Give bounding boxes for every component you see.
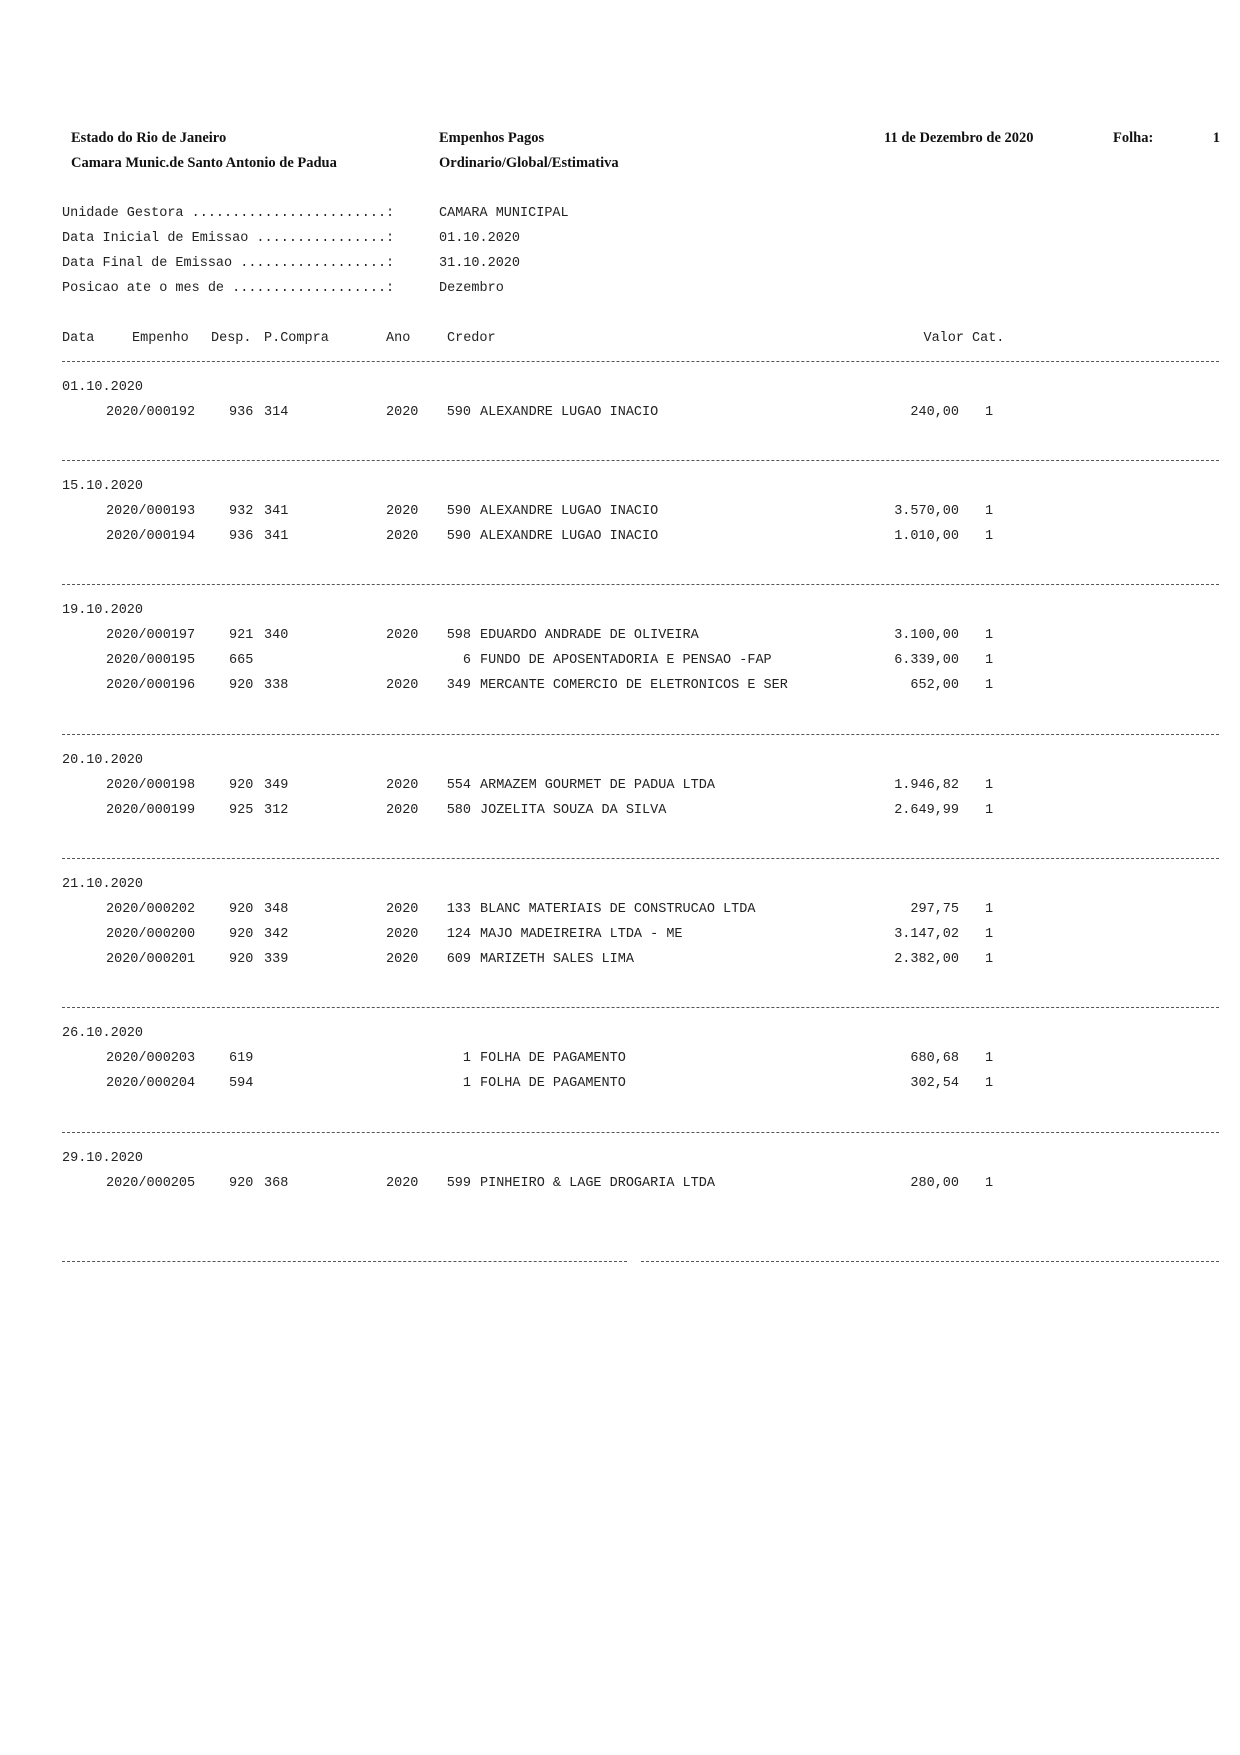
param-label: Data Inicial de Emissao ................:: [62, 231, 395, 246]
col-credor: Credor: [447, 331, 496, 346]
row-valor: 6.339,00: [894, 653, 959, 668]
row-cat: 1: [985, 628, 994, 643]
group-date: 15.10.2020: [62, 479, 144, 494]
row-pcompra: 338: [264, 678, 289, 693]
group-separator: [62, 858, 1219, 859]
row-desp: 932: [229, 504, 254, 519]
row-ano: 2020: [386, 952, 419, 967]
row-credor-name: FOLHA DE PAGAMENTO: [480, 1051, 626, 1066]
row-valor: 3.100,00: [894, 628, 959, 643]
group-date: 26.10.2020: [62, 1026, 144, 1041]
row-valor: 280,00: [910, 1176, 959, 1191]
row-ano: 2020: [386, 902, 419, 917]
state-name: Estado do Rio de Janeiro: [71, 130, 227, 146]
row-empenho: 2020/000201: [106, 952, 196, 967]
group-date: 21.10.2020: [62, 877, 144, 892]
row-desp: 665: [229, 653, 254, 668]
row-desp: 920: [229, 678, 254, 693]
row-credor-name: FUNDO DE APOSENTADORIA E PENSAO -FAP: [480, 653, 772, 668]
row-credor-name: FOLHA DE PAGAMENTO: [480, 1076, 626, 1091]
row-credor-code: 590: [446, 405, 471, 420]
row-desp: 925: [229, 803, 254, 818]
row-desp: 936: [229, 405, 254, 420]
row-credor-code: 1: [462, 1051, 471, 1066]
row-ano: 2020: [386, 803, 419, 818]
row-empenho: 2020/000197: [106, 628, 196, 643]
row-credor-code: 598: [446, 628, 471, 643]
row-cat: 1: [985, 927, 994, 942]
row-desp: 936: [229, 529, 254, 544]
row-credor-name: EDUARDO ANDRADE DE OLIVEIRA: [480, 628, 699, 643]
row-credor-code: 124: [446, 927, 471, 942]
row-empenho: 2020/000196: [106, 678, 196, 693]
row-pcompra: 314: [264, 405, 289, 420]
col-cat: Cat.: [972, 331, 1005, 346]
row-credor-name: ALEXANDRE LUGAO INACIO: [480, 504, 659, 519]
col-empenho: Empenho: [132, 331, 189, 346]
row-pcompra: 349: [264, 778, 289, 793]
row-cat: 1: [985, 653, 994, 668]
group-separator: [62, 460, 1219, 461]
row-valor: 1.010,00: [894, 529, 959, 544]
row-credor-name: MARIZETH SALES LIMA: [480, 952, 634, 967]
row-pcompra: 340: [264, 628, 289, 643]
signature-line-left: [62, 1261, 627, 1262]
param-value: 31.10.2020: [439, 256, 521, 271]
row-desp: 920: [229, 952, 254, 967]
row-cat: 1: [985, 1176, 994, 1191]
group-date: 20.10.2020: [62, 753, 144, 768]
row-pcompra: 339: [264, 952, 289, 967]
row-ano: 2020: [386, 927, 419, 942]
row-empenho: 2020/000192: [106, 405, 196, 420]
row-credor-name: PINHEIRO & LAGE DROGARIA LTDA: [480, 1176, 715, 1191]
row-credor-code: 580: [446, 803, 471, 818]
row-valor: 297,75: [910, 902, 959, 917]
row-cat: 1: [985, 803, 994, 818]
row-empenho: 2020/000198: [106, 778, 196, 793]
row-pcompra: 312: [264, 803, 289, 818]
row-ano: 2020: [386, 405, 419, 420]
row-pcompra: 342: [264, 927, 289, 942]
row-valor: 3.147,02: [894, 927, 959, 942]
report-title: Empenhos Pagos: [439, 130, 545, 146]
row-ano: 2020: [386, 504, 419, 519]
folha-label: Folha:: [1113, 130, 1154, 146]
row-credor-code: 1: [462, 1076, 471, 1091]
row-empenho: 2020/000202: [106, 902, 196, 917]
param-value: CAMARA MUNICIPAL: [439, 206, 569, 221]
param-value: 01.10.2020: [439, 231, 521, 246]
row-empenho: 2020/000195: [106, 653, 196, 668]
row-valor: 240,00: [910, 405, 959, 420]
report-subtitle: Ordinario/Global/Estimativa: [439, 155, 619, 171]
report-date: 11 de Dezembro de 2020: [884, 130, 1034, 146]
row-cat: 1: [985, 678, 994, 693]
row-desp: 921: [229, 628, 254, 643]
row-ano: 2020: [386, 529, 419, 544]
group-separator: [62, 584, 1219, 585]
row-valor: 652,00: [910, 678, 959, 693]
row-credor-code: 599: [446, 1176, 471, 1191]
row-valor: 2.649,99: [894, 803, 959, 818]
col-valor: Valor: [923, 331, 964, 346]
row-desp: 920: [229, 1176, 254, 1191]
row-cat: 1: [985, 778, 994, 793]
param-label: Posicao ate o mes de ...................:: [62, 281, 395, 296]
group-date: 01.10.2020: [62, 380, 144, 395]
row-empenho: 2020/000199: [106, 803, 196, 818]
row-empenho: 2020/000204: [106, 1076, 196, 1091]
group-separator: [62, 734, 1219, 735]
row-desp: 920: [229, 902, 254, 917]
row-credor-code: 590: [446, 529, 471, 544]
row-credor-code: 554: [446, 778, 471, 793]
row-valor: 2.382,00: [894, 952, 959, 967]
group-separator: [62, 1132, 1219, 1133]
row-empenho: 2020/000200: [106, 927, 196, 942]
row-credor-name: ARMAZEM GOURMET DE PADUA LTDA: [480, 778, 715, 793]
row-credor-name: JOZELITA SOUZA DA SILVA: [480, 803, 667, 818]
row-cat: 1: [985, 902, 994, 917]
row-cat: 1: [985, 952, 994, 967]
row-pcompra: 341: [264, 504, 289, 519]
param-label: Unidade Gestora ........................:: [62, 206, 395, 221]
row-credor-name: BLANC MATERIAIS DE CONSTRUCAO LTDA: [480, 902, 756, 917]
row-credor-name: MERCANTE COMERCIO DE ELETRONICOS E SER: [480, 678, 788, 693]
row-credor-code: 590: [446, 504, 471, 519]
row-ano: 2020: [386, 778, 419, 793]
entity-name: Camara Munic.de Santo Antonio de Padua: [71, 155, 337, 171]
col-data: Data: [62, 331, 95, 346]
row-credor-code: 133: [446, 902, 471, 917]
row-credor-name: MAJO MADEIREIRA LTDA - ME: [480, 927, 683, 942]
row-credor-code: 6: [462, 653, 471, 668]
group-separator: [62, 1007, 1219, 1008]
row-desp: 619: [229, 1051, 254, 1066]
row-ano: 2020: [386, 628, 419, 643]
row-desp: 594: [229, 1076, 254, 1091]
row-desp: 920: [229, 778, 254, 793]
row-credor-code: 349: [446, 678, 471, 693]
row-cat: 1: [985, 1051, 994, 1066]
row-desp: 920: [229, 927, 254, 942]
row-ano: 2020: [386, 678, 419, 693]
row-pcompra: 341: [264, 529, 289, 544]
row-valor: 3.570,00: [894, 504, 959, 519]
row-empenho: 2020/000194: [106, 529, 196, 544]
param-value: Dezembro: [439, 281, 504, 296]
row-empenho: 2020/000203: [106, 1051, 196, 1066]
row-empenho: 2020/000205: [106, 1176, 196, 1191]
row-ano: 2020: [386, 1176, 419, 1191]
row-valor: 1.946,82: [894, 778, 959, 793]
row-empenho: 2020/000193: [106, 504, 196, 519]
row-cat: 1: [985, 1076, 994, 1091]
row-valor: 680,68: [910, 1051, 959, 1066]
row-credor-name: ALEXANDRE LUGAO INACIO: [480, 405, 659, 420]
param-label: Data Final de Emissao ..................:: [62, 256, 395, 271]
group-date: 29.10.2020: [62, 1151, 144, 1166]
group-separator: [62, 361, 1219, 362]
folha-number: 1: [1212, 130, 1220, 146]
row-valor: 302,54: [910, 1076, 959, 1091]
row-pcompra: 348: [264, 902, 289, 917]
row-credor-code: 609: [446, 952, 471, 967]
row-cat: 1: [985, 529, 994, 544]
col-desp: Desp.: [211, 331, 252, 346]
group-date: 19.10.2020: [62, 603, 144, 618]
col-pcompra: P.Compra: [264, 331, 329, 346]
col-ano: Ano: [386, 331, 411, 346]
signature-line-right: [641, 1261, 1219, 1262]
row-cat: 1: [985, 504, 994, 519]
row-cat: 1: [985, 405, 994, 420]
row-pcompra: 368: [264, 1176, 289, 1191]
row-credor-name: ALEXANDRE LUGAO INACIO: [480, 529, 659, 544]
